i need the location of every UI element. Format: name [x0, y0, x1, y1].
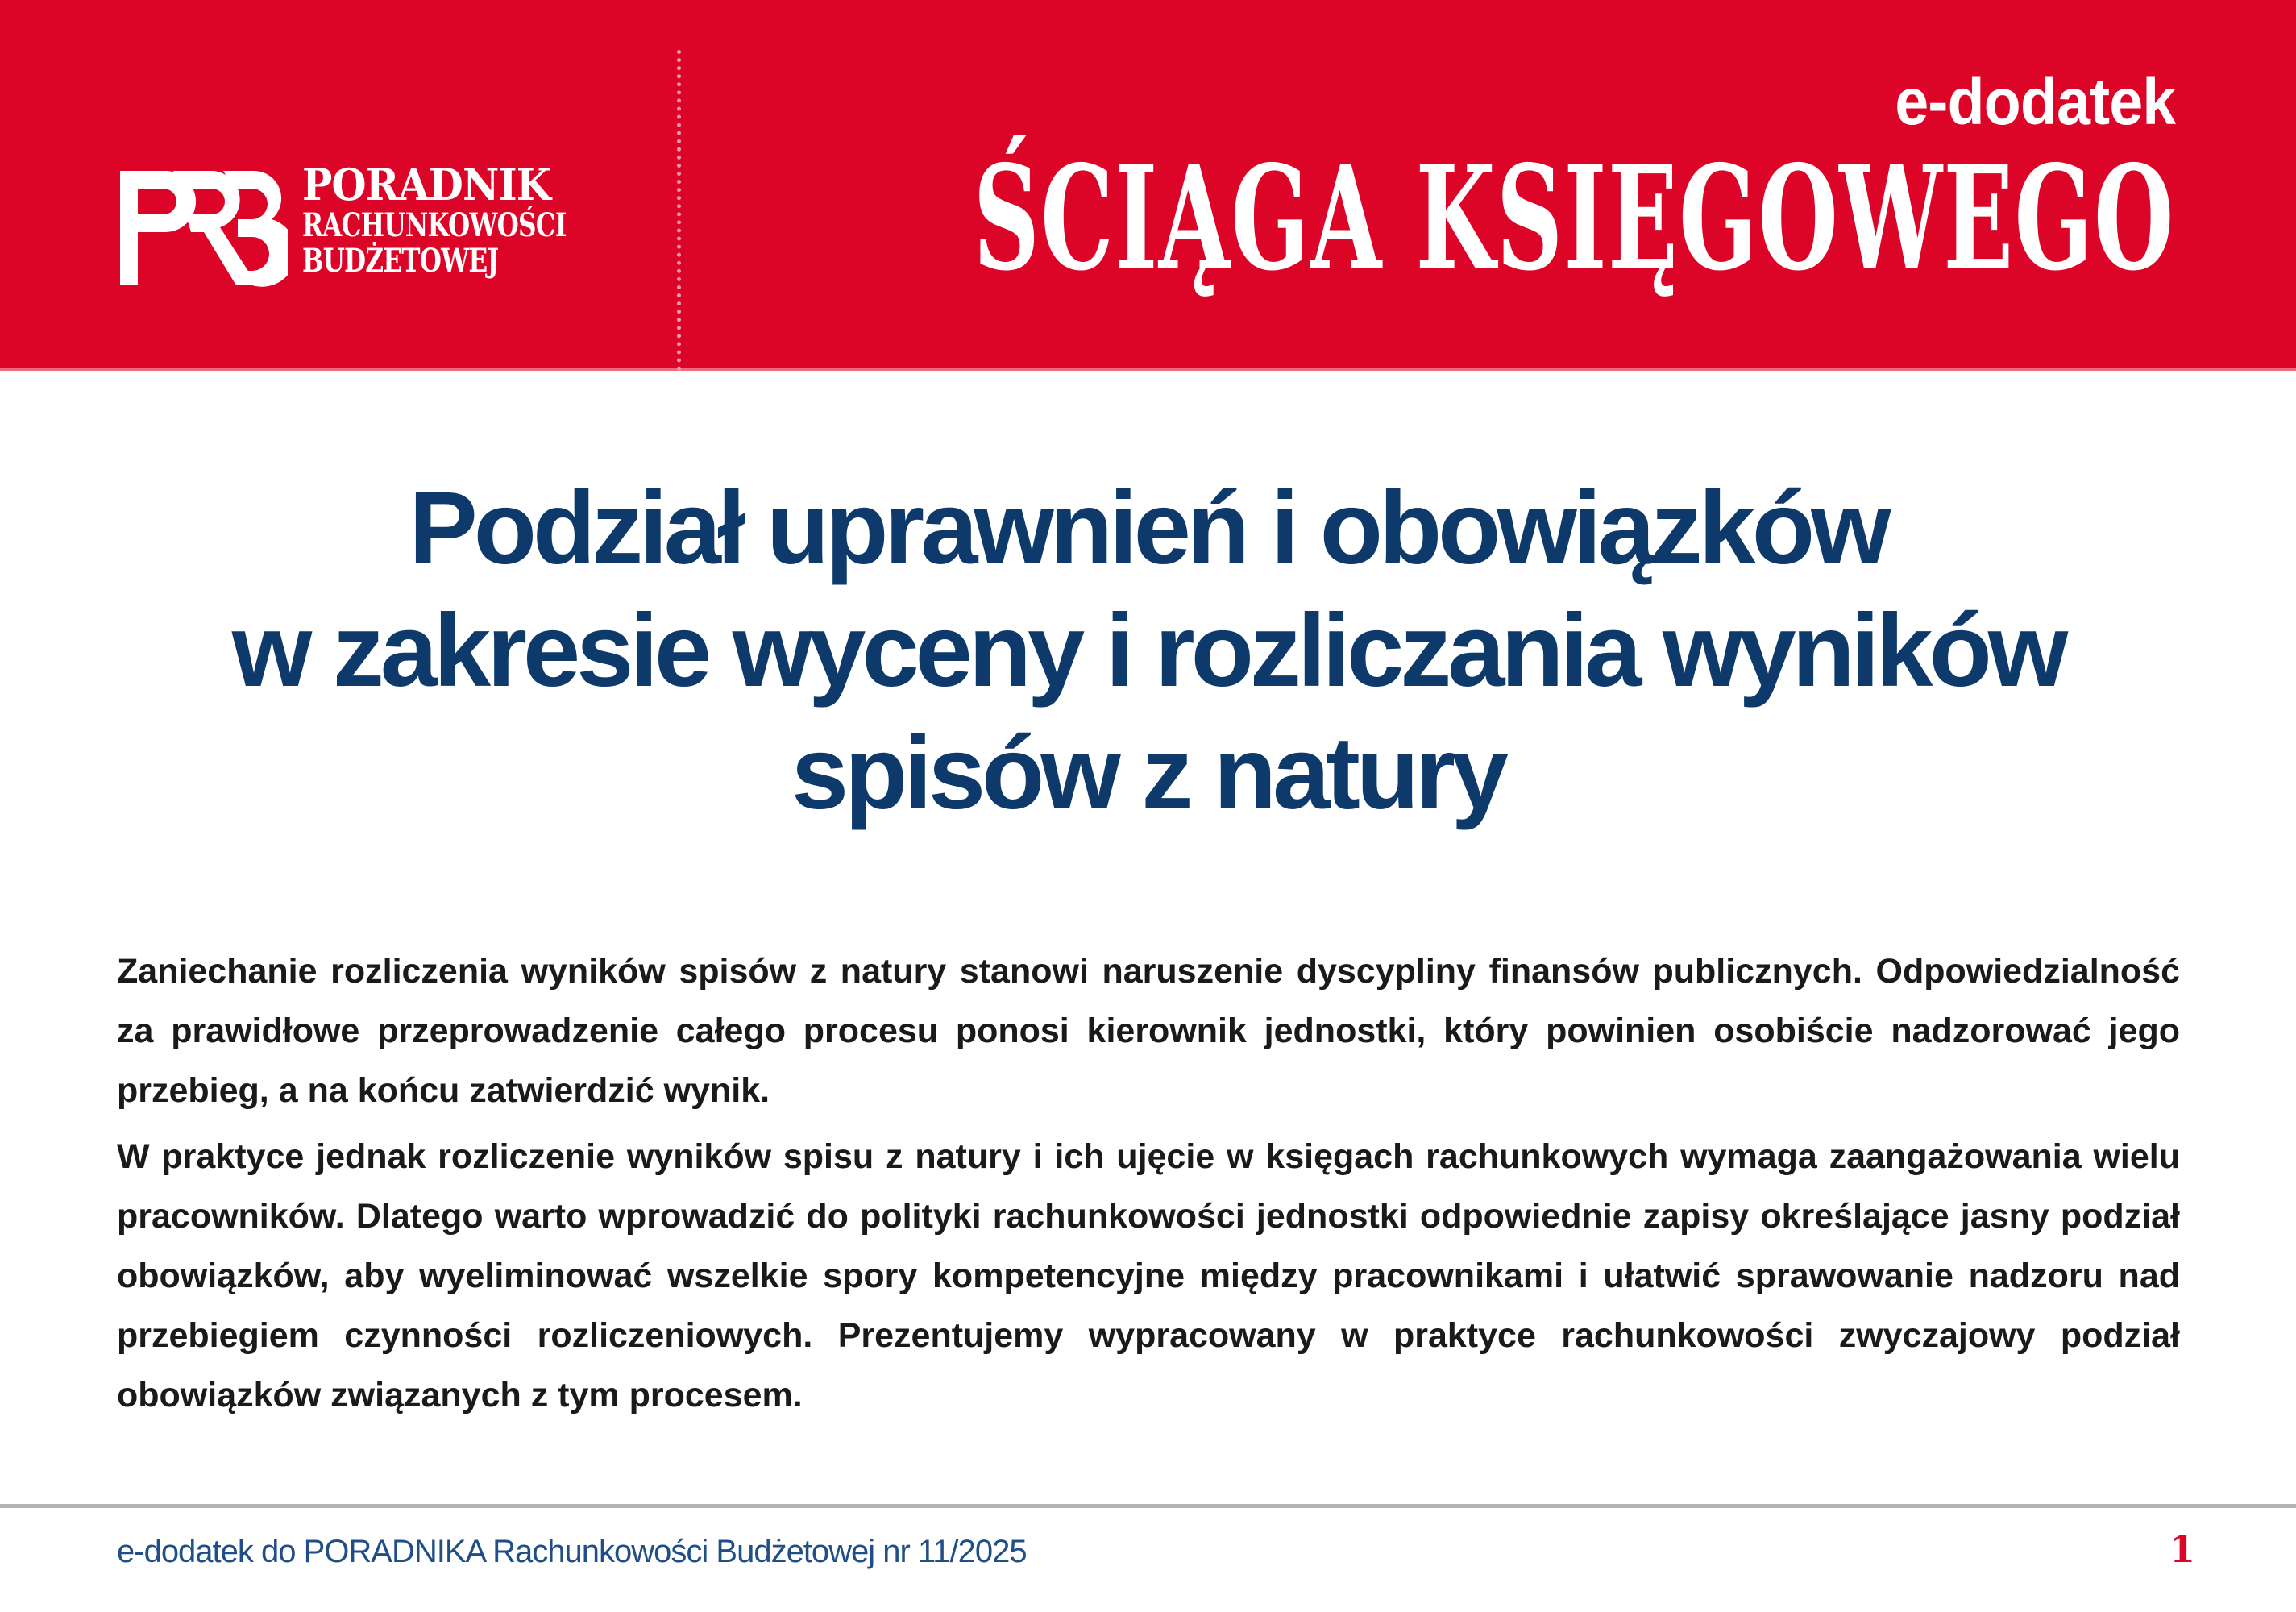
- paragraph: W praktyce jednak rozliczenie wyników spisu z natury i ich ujęcie w księgach rachunkowych wymaga zaangażowania wielu pracowników. Dlatego warto wprowadzić do polityki rachunkowości jednostki odpowiednie zapisy określające jasny podział obowiązków, aby wyeliminować wszelkie spory kompetencyjne między pracownikami i ułatwić sprawowanie nadzoru nad przebiegiem czynności rozliczeniowych. Prezentujemy wypracowany w praktyce rachunkowości zwyczajowy podział obowiązków związanych z tym procesem.: [117, 1137, 2180, 1415]
- footer-publication: e-dodatek do PORADNIKA Rachunkowości Budżetowej nr 11/2025: [117, 1534, 1027, 1569]
- footer-divider: [0, 1504, 2296, 1508]
- page-number: 1: [2169, 1527, 2196, 1571]
- header-divider: [677, 50, 681, 371]
- paragraph: Zaniechanie rozliczenia wyników spisów z natury stanowi naruszenie dyscypliny finansów publicznych. Odpowiedzialność za prawidłowe przeprowadzenie całego procesu ponosi kierownik jednostki, który powinien osobiście nadzorować jego przebieg, a na końcu zatwierdzić wynik.: [117, 952, 2180, 1110]
- header-banner: [0, 0, 2296, 371]
- title-line: spisów z natury: [791, 716, 1505, 831]
- logo-line-3: BUDŻETOWEJ: [302, 242, 499, 280]
- series-title: ŚCIĄGA KSIĘGOWEGO: [974, 134, 2175, 302]
- title-line: Podział uprawnień i obowiązków: [409, 471, 1887, 586]
- title-line: w zakresie wyceny i rozliczania wyników: [231, 593, 2065, 708]
- logo-line-1: PORADNIK: [302, 159, 551, 210]
- logo-line-2: RACHUNKOWOŚCI: [302, 206, 567, 244]
- page-title: [0, 467, 2296, 835]
- logo-wordmark: [302, 159, 641, 280]
- article-body: [117, 941, 2180, 1431]
- prb-logo-icon: [117, 168, 288, 289]
- supplement-label: e-dodatek: [1894, 65, 2175, 139]
